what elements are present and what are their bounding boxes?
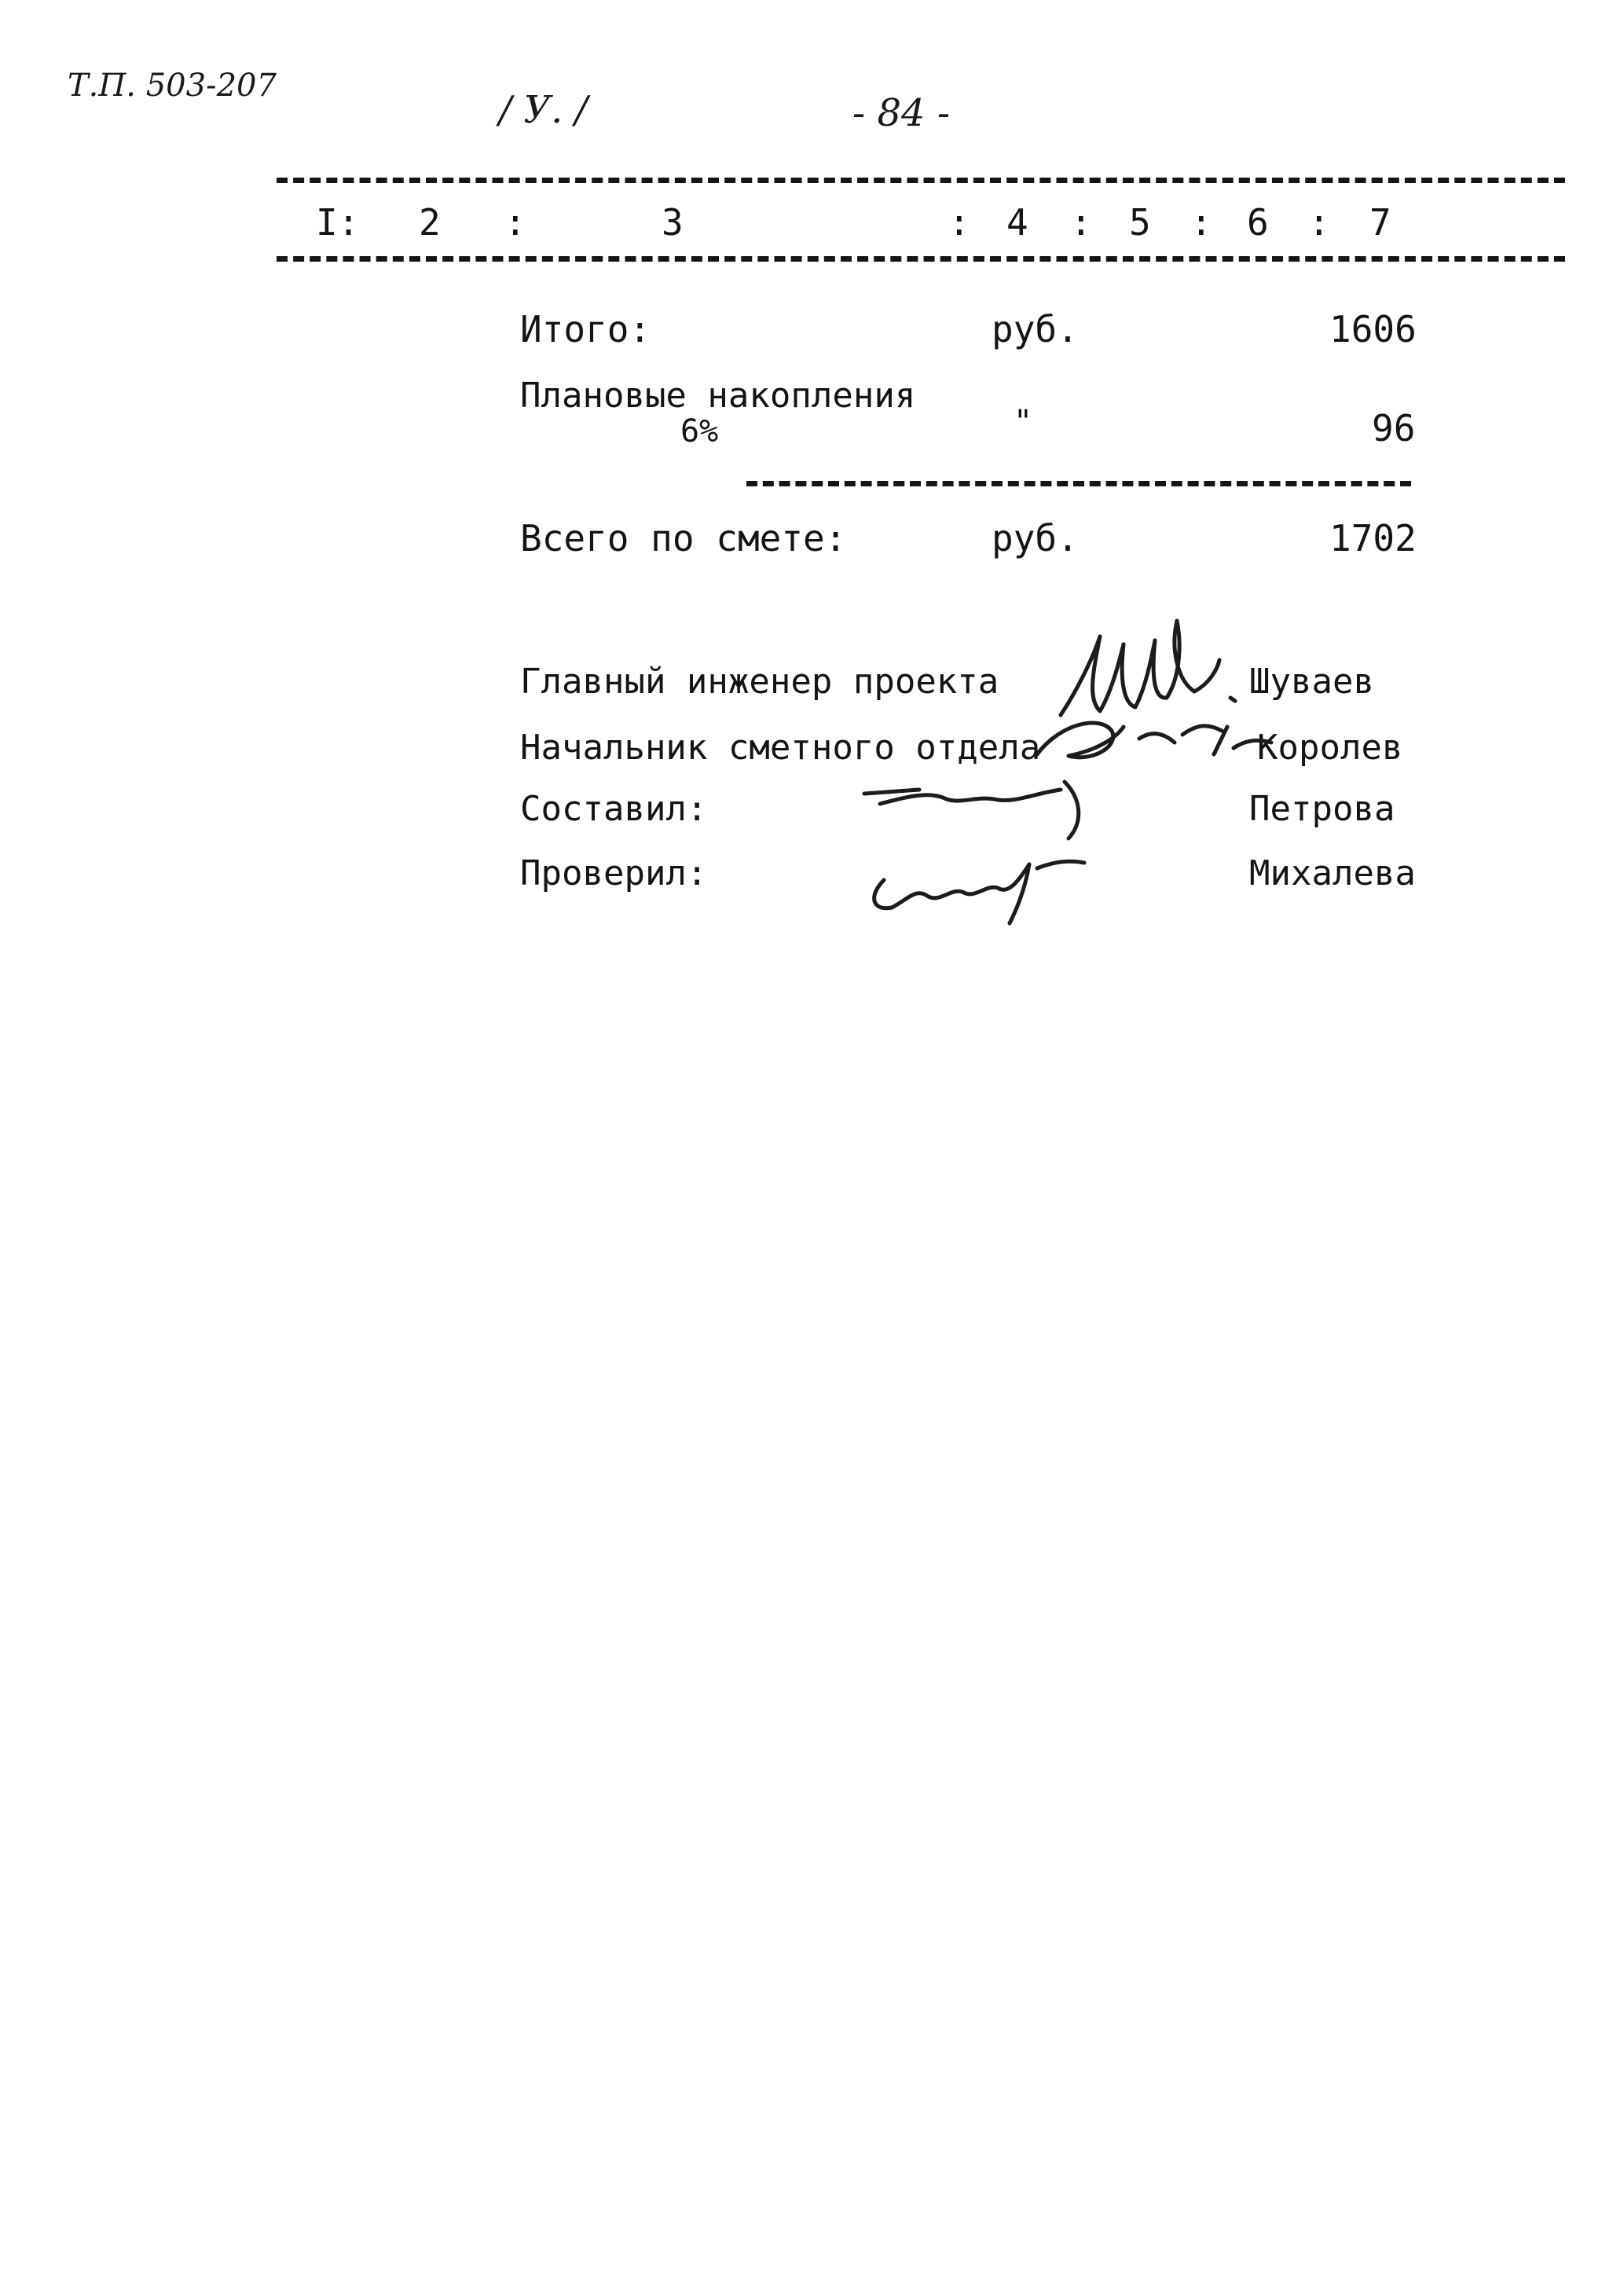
column-separator: : (1308, 201, 1330, 244)
total-label: Всего по смете: (520, 517, 847, 559)
page-number: - 84 - (852, 91, 951, 135)
signatory-name-estimate-head: Королев (1257, 728, 1403, 768)
signatory-role-compiled: Составил: (520, 789, 708, 829)
total-rule (746, 481, 1411, 486)
signatory-role-estimate-head: Начальник сметного отдела (520, 728, 1041, 768)
total-unit: руб. (992, 517, 1079, 559)
column-header-1: I: (316, 201, 360, 244)
header-top-rule (277, 178, 1565, 183)
column-separator: : (1190, 201, 1212, 244)
column-separator: : (504, 201, 526, 244)
column-header-2: 2 (419, 201, 441, 244)
subtotal-label: Итого: (520, 308, 651, 350)
column-header-4: 4 (1006, 201, 1028, 244)
savings-label: Плановые накопления (520, 376, 916, 416)
savings-percent: 6% (680, 413, 719, 449)
subtotal-unit: руб. (992, 308, 1079, 350)
column-separator: : (1070, 201, 1092, 244)
subtotal-value: 1606 (1329, 308, 1417, 350)
signatory-role-chief-engineer: Главный инженер проекта (520, 662, 999, 702)
column-header-6: 6 (1247, 201, 1269, 244)
savings-value: 96 (1372, 407, 1416, 449)
header-bottom-rule (277, 256, 1565, 262)
signatory-name-compiled: Петрова (1249, 789, 1395, 829)
total-value: 1702 (1329, 517, 1417, 559)
savings-unit-ditto: " (1014, 404, 1033, 440)
column-separator: : (948, 201, 970, 244)
column-header-3: 3 (662, 201, 684, 244)
document-code: Т.П. 503-207 (68, 68, 277, 104)
section-marker: / У. / (499, 88, 588, 132)
signatory-name-checked: Михалева (1249, 853, 1416, 893)
column-header-7: 7 (1369, 201, 1391, 244)
signature-chief-engineer (1045, 605, 1249, 723)
signatory-role-checked: Проверил: (520, 853, 708, 893)
signature-checked (860, 833, 1088, 927)
column-header-5: 5 (1129, 201, 1151, 244)
signatory-name-chief-engineer: Шуваев (1249, 662, 1374, 702)
signature-estimate-head (1021, 707, 1273, 778)
